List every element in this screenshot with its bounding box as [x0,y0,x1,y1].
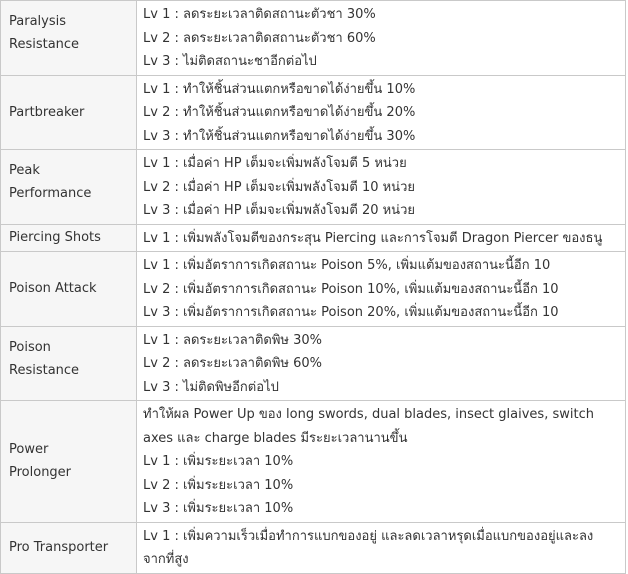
level-text: Lv 2 : ลดระยะเวลาติดพิษ 60% [143,356,323,371]
skill-name-cell [1,326,137,401]
level-text: Lv 3 : เมื่อค่า HP เต็มจะเพิ่มพลังโจมตี 20 หน่วย [143,203,415,218]
level-text: Lv 2 : เพิ่มระยะเวลา 10% [143,477,294,493]
level-text: Lv 3 : เพิ่มอัตราการเกิดสถานะ Poison 20%, เพิ่มแต้มของสถานะนี้อีก 10 [143,305,559,320]
skill-name: Poison [9,339,51,355]
skill-name: Paralysis [9,14,66,29]
table-row [1,75,626,150]
level-text: Lv 1 : เพิ่มความเร็วเมื่อทำการแบกของอยู่ และลดเวลาหรุดเมื่อแบกของอยู่และลงจากที่สูง [143,528,594,567]
table-row [1,224,626,252]
skill-name-cell [1,224,137,252]
skill-name-cell [1,252,137,327]
skill-name: Pro Transporter [9,540,109,555]
skill-levels-cell [137,150,626,225]
skill-name: Partbreaker [9,104,85,120]
skill-name: Resistance [9,362,80,378]
level-text: Lv 1 : ลดระยะเวลาติดพิษ 30% [143,332,323,348]
skill-levels-cell [137,326,626,401]
level-text: Lv 1 : ทำให้ชิ้นส่วนแตกหรือขาดได้ง่ายขึ้น 10% [143,81,416,97]
skill-name: Performance [9,186,92,201]
skill-name: Resistance [9,37,80,52]
level-text: Lv 1 : เพิ่มอัตราการเกิดสถานะ Poison 5%, เพิ่มแต้มของสถานะนี้อีก 10 [143,258,551,273]
table-row [1,522,626,573]
skill-levels-cell [137,522,626,573]
skill-name-cell [1,1,137,76]
level-text: Lv 1 : เมื่อค่า HP เต็มจะเพิ่มพลังโจมตี 5 หน่วย [143,156,407,171]
skill-levels-cell [137,401,626,523]
skill-name: Peak [9,163,40,178]
table-row [1,150,626,225]
skill-levels-cell [137,75,626,150]
level-text: Lv 3 : ไม่ติดสถานะชาอีกต่อไป [143,54,317,69]
table-row [1,326,626,401]
table-row [1,1,626,76]
skill-levels-cell [137,224,626,252]
skill-name-cell [1,150,137,225]
skill-name-cell [1,401,137,523]
skill-name-cell [1,522,137,573]
level-text: Lv 3 : ไม่ติดพิษอีกต่อไป [143,379,279,395]
skill-intro-text: ทำให้ผล Power Up ของ long swords, dual blades, insect glaives, switch axes และ charge blades มีระยะเวลานานขึ้น [143,407,594,446]
skill-levels-cell [137,252,626,327]
skill-levels-cell [137,1,626,76]
level-text: Lv 1 : ลดระยะเวลาติดสถานะตัวชา 30% [143,7,376,22]
skill-name: Piercing Shots [9,230,101,246]
skill-name: Power [9,442,49,458]
skill-name: Poison Attack [9,281,97,297]
level-text: Lv 3 : เพิ่มระยะเวลา 10% [143,501,294,516]
level-text: Lv 1 : เพิ่มพลังโจมตีของกระสุน Piercing และการโจมตี Dragon Piercer ของธนู [143,230,603,246]
table-row [1,252,626,327]
level-text: Lv 3 : ทำให้ชิ้นส่วนแตกหรือขาดได้ง่ายขึ้น 30% [143,128,416,144]
skill-name-cell [1,75,137,150]
level-text: Lv 2 : ทำให้ชิ้นส่วนแตกหรือขาดได้ง่ายขึ้น 20% [143,105,416,120]
table-row [1,401,626,523]
level-text: Lv 2 : เพิ่มอัตราการเกิดสถานะ Poison 10%, เพิ่มแต้มของสถานะนี้อีก 10 [143,281,559,297]
skill-name: Prolonger [9,465,72,481]
level-text: Lv 1 : เพิ่มระยะเวลา 10% [143,454,294,469]
level-text: Lv 2 : เมื่อค่า HP เต็มจะเพิ่มพลังโจมตี 10 หน่วย [143,179,415,195]
level-text: Lv 2 : ลดระยะเวลาติดสถานะตัวชา 60% [143,30,376,46]
